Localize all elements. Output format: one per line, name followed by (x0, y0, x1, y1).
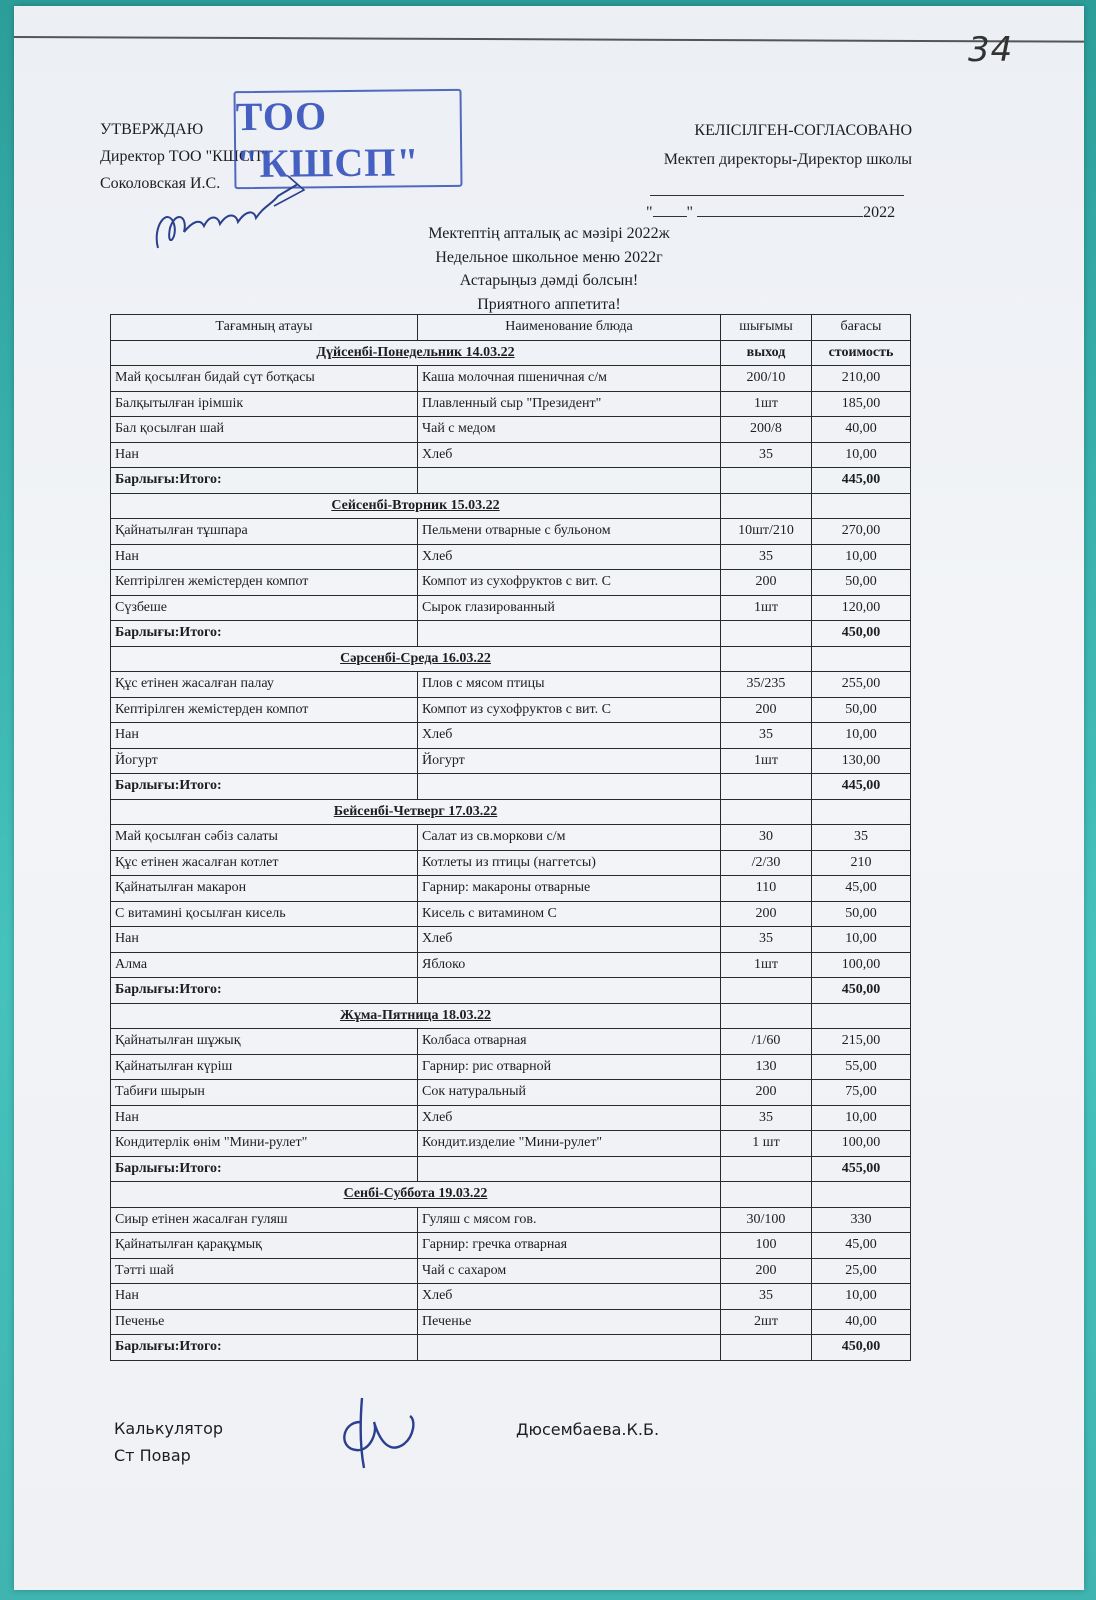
dish-row (111, 748, 911, 774)
dish-row (111, 595, 911, 621)
col-kz-header: Тағамның атауы (111, 315, 418, 341)
dish-name-kz: Алма (111, 952, 418, 978)
empty-cell (721, 621, 812, 647)
yield-subheader: выход (721, 340, 812, 366)
dish-name-kz: Қайнатылған макарон (111, 876, 418, 902)
dish-name-ru: Яблоко (418, 952, 721, 978)
dish-yield: 35 (721, 723, 812, 749)
dish-row (111, 1309, 911, 1335)
dish-name-kz: Май қосылған бидай сүт ботқасы (111, 366, 418, 392)
dish-yield: 1шт (721, 595, 812, 621)
dish-row (111, 927, 911, 953)
dish-name-ru: Сырок глазированный (418, 595, 721, 621)
dish-row (111, 672, 911, 698)
footer-calc: Калькулятор (114, 1419, 224, 1438)
title-kz: Мектептің апталық ас мәзірі 2022ж (428, 225, 670, 242)
col-price-header: бағасы (812, 315, 911, 341)
dish-name-kz: Сүзбеше (111, 595, 418, 621)
dish-row (111, 825, 911, 851)
total-label: Барлығы:Итого: (111, 468, 418, 494)
dish-yield: 1шт (721, 952, 812, 978)
dish-name-kz: Табиғи шырын (111, 1080, 418, 1106)
dish-row (111, 1233, 911, 1259)
dish-price: 25,00 (812, 1258, 911, 1284)
wish-ru: Приятного аппетита! (477, 295, 621, 313)
dish-name-ru: Пельмени отварные с бульоном (418, 519, 721, 545)
dish-price: 40,00 (812, 417, 911, 443)
day-title: Сенбі-Суббота 19.03.22 (111, 1182, 721, 1208)
total-label: Барлығы:Итого: (111, 774, 418, 800)
title-ru: Недельное школьное меню 2022г (435, 248, 663, 266)
dish-price: 100,00 (812, 952, 911, 978)
empty-cell (812, 799, 911, 825)
dish-row (111, 442, 911, 468)
footer-name: Дюсембаева.К.Б. (516, 1420, 660, 1439)
dish-yield: 35/235 (721, 672, 812, 698)
dish-price: 270,00 (812, 519, 911, 545)
empty-cell (721, 1003, 812, 1029)
dish-price: 10,00 (812, 442, 911, 468)
dish-name-ru: Печенье (418, 1309, 721, 1335)
dish-price: 10,00 (812, 544, 911, 570)
total-label: Барлығы:Итого: (111, 978, 418, 1004)
dish-name-ru: Компот из сухофруктов с вит. С (418, 697, 721, 723)
dish-price: 75,00 (812, 1080, 911, 1106)
total-row (111, 978, 911, 1004)
day-header-row (111, 646, 911, 672)
empty-cell (418, 978, 721, 1004)
empty-cell (418, 621, 721, 647)
dish-yield: 10шт/210 (721, 519, 812, 545)
dish-name-ru: Каша молочная пшеничная с/м (418, 366, 721, 392)
dish-row (111, 366, 911, 392)
dish-name-ru: Хлеб (418, 927, 721, 953)
total-row (111, 774, 911, 800)
dish-name-ru: Плавленный сыр "Президент" (418, 391, 721, 417)
approve-title: УТВЕРЖДАЮ (100, 121, 204, 138)
dish-price: 255,00 (812, 672, 911, 698)
dish-name-kz: Балқытылған ірімшік (111, 391, 418, 417)
dish-price: 185,00 (812, 391, 911, 417)
dish-yield: 200 (721, 1080, 812, 1106)
col-ru-header: Наименование блюда (418, 315, 721, 341)
dish-name-kz: С витамині қосылған кисель (111, 901, 418, 927)
dish-price: 330 (812, 1207, 911, 1233)
dish-name-kz: Құс етінен жасалған палау (111, 672, 418, 698)
approve-person: Соколовская И.С. (100, 175, 221, 192)
dish-name-ru: Сок натуральный (418, 1080, 721, 1106)
dish-yield: 100 (721, 1233, 812, 1259)
dish-row (111, 1054, 911, 1080)
dish-row (111, 952, 911, 978)
agree-date-line: " " 2022 (646, 204, 896, 221)
dish-name-kz: Нан (111, 544, 418, 570)
col-yield-header: шығымы (721, 315, 812, 341)
dish-name-ru: Хлеб (418, 723, 721, 749)
dish-name-ru: Чай с медом (418, 417, 721, 443)
day-header-row (111, 1182, 911, 1208)
total-value: 450,00 (812, 1335, 911, 1361)
dish-row (111, 697, 911, 723)
dish-row (111, 1207, 911, 1233)
dish-price: 10,00 (812, 1105, 911, 1131)
dish-yield: 2шт (721, 1309, 812, 1335)
dish-yield: 35 (721, 442, 812, 468)
dish-yield: 110 (721, 876, 812, 902)
total-row (111, 1156, 911, 1182)
dish-yield: /1/60 (721, 1029, 812, 1055)
dish-name-ru: Плов с мясом птицы (418, 672, 721, 698)
dish-name-kz: Нан (111, 723, 418, 749)
total-label: Барлығы:Итого: (111, 621, 418, 647)
dish-name-kz: Май қосылған сәбіз салаты (111, 825, 418, 851)
day-title: Сәрсенбі-Среда 16.03.22 (111, 646, 721, 672)
dish-name-ru: Компот из сухофруктов с вит. С (418, 570, 721, 596)
dish-yield: 200/8 (721, 417, 812, 443)
company-stamp: ТОО "КШСП" (233, 89, 462, 189)
empty-cell (812, 646, 911, 672)
dish-name-kz: Құс етінен жасалған котлет (111, 850, 418, 876)
dish-row (111, 850, 911, 876)
dish-name-ru: Хлеб (418, 544, 721, 570)
empty-cell (721, 1335, 812, 1361)
top-rule (14, 36, 1084, 43)
agreement-block (664, 116, 912, 174)
dish-price: 55,00 (812, 1054, 911, 1080)
dish-name-kz: Қайнатылған шұжық (111, 1029, 418, 1055)
dish-row (111, 1029, 911, 1055)
dish-name-kz: Кептірілген жемістерден компот (111, 570, 418, 596)
dish-name-ru: Гарнир: макароны отварные (418, 876, 721, 902)
dish-row (111, 1258, 911, 1284)
dish-price: 10,00 (812, 1284, 911, 1310)
empty-cell (418, 468, 721, 494)
dish-price: 50,00 (812, 570, 911, 596)
dish-row (111, 876, 911, 902)
dish-yield: 30/100 (721, 1207, 812, 1233)
dish-price: 210,00 (812, 366, 911, 392)
empty-cell (418, 1335, 721, 1361)
empty-cell (721, 468, 812, 494)
dish-price: 50,00 (812, 901, 911, 927)
footer-cook: Ст Повар (114, 1446, 191, 1465)
empty-cell (721, 774, 812, 800)
dish-yield: 30 (721, 825, 812, 851)
dish-yield: /2/30 (721, 850, 812, 876)
empty-cell (418, 774, 721, 800)
dish-name-kz: Қайнатылған қарақұмық (111, 1233, 418, 1259)
menu-titles (340, 222, 758, 316)
day-title: Дүйсенбі-Понедельник 14.03.22 (111, 340, 721, 366)
wish-kz: Астарыңыз дәмді болсын! (459, 272, 639, 289)
day-header-row (111, 340, 911, 366)
empty-cell (721, 646, 812, 672)
dish-name-ru: Котлеты из птицы (наггетсы) (418, 850, 721, 876)
empty-cell (721, 978, 812, 1004)
day-title: Сейсенбі-Вторник 15.03.22 (111, 493, 721, 519)
dish-price: 40,00 (812, 1309, 911, 1335)
director-signature (148, 166, 308, 266)
dish-name-kz: Нан (111, 1105, 418, 1131)
dish-name-kz: Нан (111, 1284, 418, 1310)
dish-name-kz: Печенье (111, 1309, 418, 1335)
dish-row (111, 1105, 911, 1131)
total-label: Барлығы:Итого: (111, 1335, 418, 1361)
dish-price: 130,00 (812, 748, 911, 774)
dish-name-kz: Нан (111, 442, 418, 468)
agree-year: 2022 (863, 204, 896, 221)
dish-name-ru: Чай с сахаром (418, 1258, 721, 1284)
dish-price: 215,00 (812, 1029, 911, 1055)
dish-yield: 35 (721, 927, 812, 953)
total-value: 445,00 (812, 774, 911, 800)
dish-yield: 200 (721, 901, 812, 927)
cook-signature (330, 1392, 440, 1472)
dish-row (111, 723, 911, 749)
dish-row (111, 544, 911, 570)
day-title: Бейсенбі-Четверг 17.03.22 (111, 799, 721, 825)
approve-position: Директор ТОО "КШСП" (100, 148, 268, 165)
footer-left (114, 1415, 223, 1469)
dish-price: 50,00 (812, 697, 911, 723)
dish-row (111, 417, 911, 443)
table-header-row (111, 315, 911, 341)
agree-position: Мектеп директоры-Директор школы (663, 151, 912, 168)
total-label: Барлығы:Итого: (111, 1156, 418, 1182)
dish-yield: 200 (721, 1258, 812, 1284)
day-header-row (111, 799, 911, 825)
dish-yield: 1шт (721, 391, 812, 417)
dish-row (111, 570, 911, 596)
day-title: Жұма-Пятница 18.03.22 (111, 1003, 721, 1029)
dish-price: 10,00 (812, 927, 911, 953)
dish-yield: 1 шт (721, 1131, 812, 1157)
dish-name-ru: Салат из св.моркови с/м (418, 825, 721, 851)
dish-name-ru: Хлеб (418, 1284, 721, 1310)
dish-price: 45,00 (812, 1233, 911, 1259)
dish-name-kz: Бал қосылған шай (111, 417, 418, 443)
empty-cell (812, 493, 911, 519)
agree-title: КЕЛІСІЛГЕН-СОГЛАСОВАНО (694, 122, 912, 139)
dish-name-ru: Гарнир: рис отварной (418, 1054, 721, 1080)
dish-row (111, 1284, 911, 1310)
total-row (111, 468, 911, 494)
dish-row (111, 519, 911, 545)
dish-yield: 200/10 (721, 366, 812, 392)
dish-name-ru: Хлеб (418, 442, 721, 468)
dish-name-ru: Кисель с витамином С (418, 901, 721, 927)
dish-name-ru: Йогурт (418, 748, 721, 774)
dish-name-kz: Қайнатылған тұшпара (111, 519, 418, 545)
dish-name-kz: Тәтті шай (111, 1258, 418, 1284)
empty-cell (812, 1003, 911, 1029)
page-number: 34 (968, 30, 1014, 70)
dish-row (111, 1131, 911, 1157)
dish-name-ru: Гарнир: гречка отварная (418, 1233, 721, 1259)
empty-cell (418, 1156, 721, 1182)
dish-name-ru: Кондит.изделие "Мини-рулет" (418, 1131, 721, 1157)
dish-yield: 35 (721, 544, 812, 570)
dish-price: 100,00 (812, 1131, 911, 1157)
dish-name-kz: Сиыр етінен жасалған гуляш (111, 1207, 418, 1233)
price-subheader: стоимость (812, 340, 911, 366)
dish-name-kz: Кептірілген жемістерден компот (111, 697, 418, 723)
total-value: 450,00 (812, 978, 911, 1004)
dish-name-kz: Кондитерлік өнім "Мини-рулет" (111, 1131, 418, 1157)
dish-price: 35 (812, 825, 911, 851)
dish-name-kz: Йогурт (111, 748, 418, 774)
dish-name-ru: Хлеб (418, 1105, 721, 1131)
empty-cell (721, 493, 812, 519)
dish-name-kz: Қайнатылған күріш (111, 1054, 418, 1080)
dish-price: 10,00 (812, 723, 911, 749)
dish-yield: 35 (721, 1105, 812, 1131)
dish-name-ru: Гуляш с мясом гов. (418, 1207, 721, 1233)
day-header-row (111, 1003, 911, 1029)
total-value: 450,00 (812, 621, 911, 647)
dish-row (111, 391, 911, 417)
agree-signature-line (650, 195, 904, 196)
total-value: 455,00 (812, 1156, 911, 1182)
dish-yield: 130 (721, 1054, 812, 1080)
dish-name-ru: Колбаса отварная (418, 1029, 721, 1055)
dish-name-kz: Нан (111, 927, 418, 953)
dish-yield: 200 (721, 697, 812, 723)
dish-row (111, 1080, 911, 1106)
total-value: 445,00 (812, 468, 911, 494)
empty-cell (812, 1182, 911, 1208)
dish-price: 45,00 (812, 876, 911, 902)
dish-row (111, 901, 911, 927)
dish-price: 210 (812, 850, 911, 876)
empty-cell (721, 1182, 812, 1208)
total-row (111, 621, 911, 647)
dish-yield: 35 (721, 1284, 812, 1310)
dish-yield: 1шт (721, 748, 812, 774)
empty-cell (721, 799, 812, 825)
menu-table (110, 314, 911, 1361)
dish-price: 120,00 (812, 595, 911, 621)
total-row (111, 1335, 911, 1361)
dish-yield: 200 (721, 570, 812, 596)
empty-cell (721, 1156, 812, 1182)
day-header-row (111, 493, 911, 519)
